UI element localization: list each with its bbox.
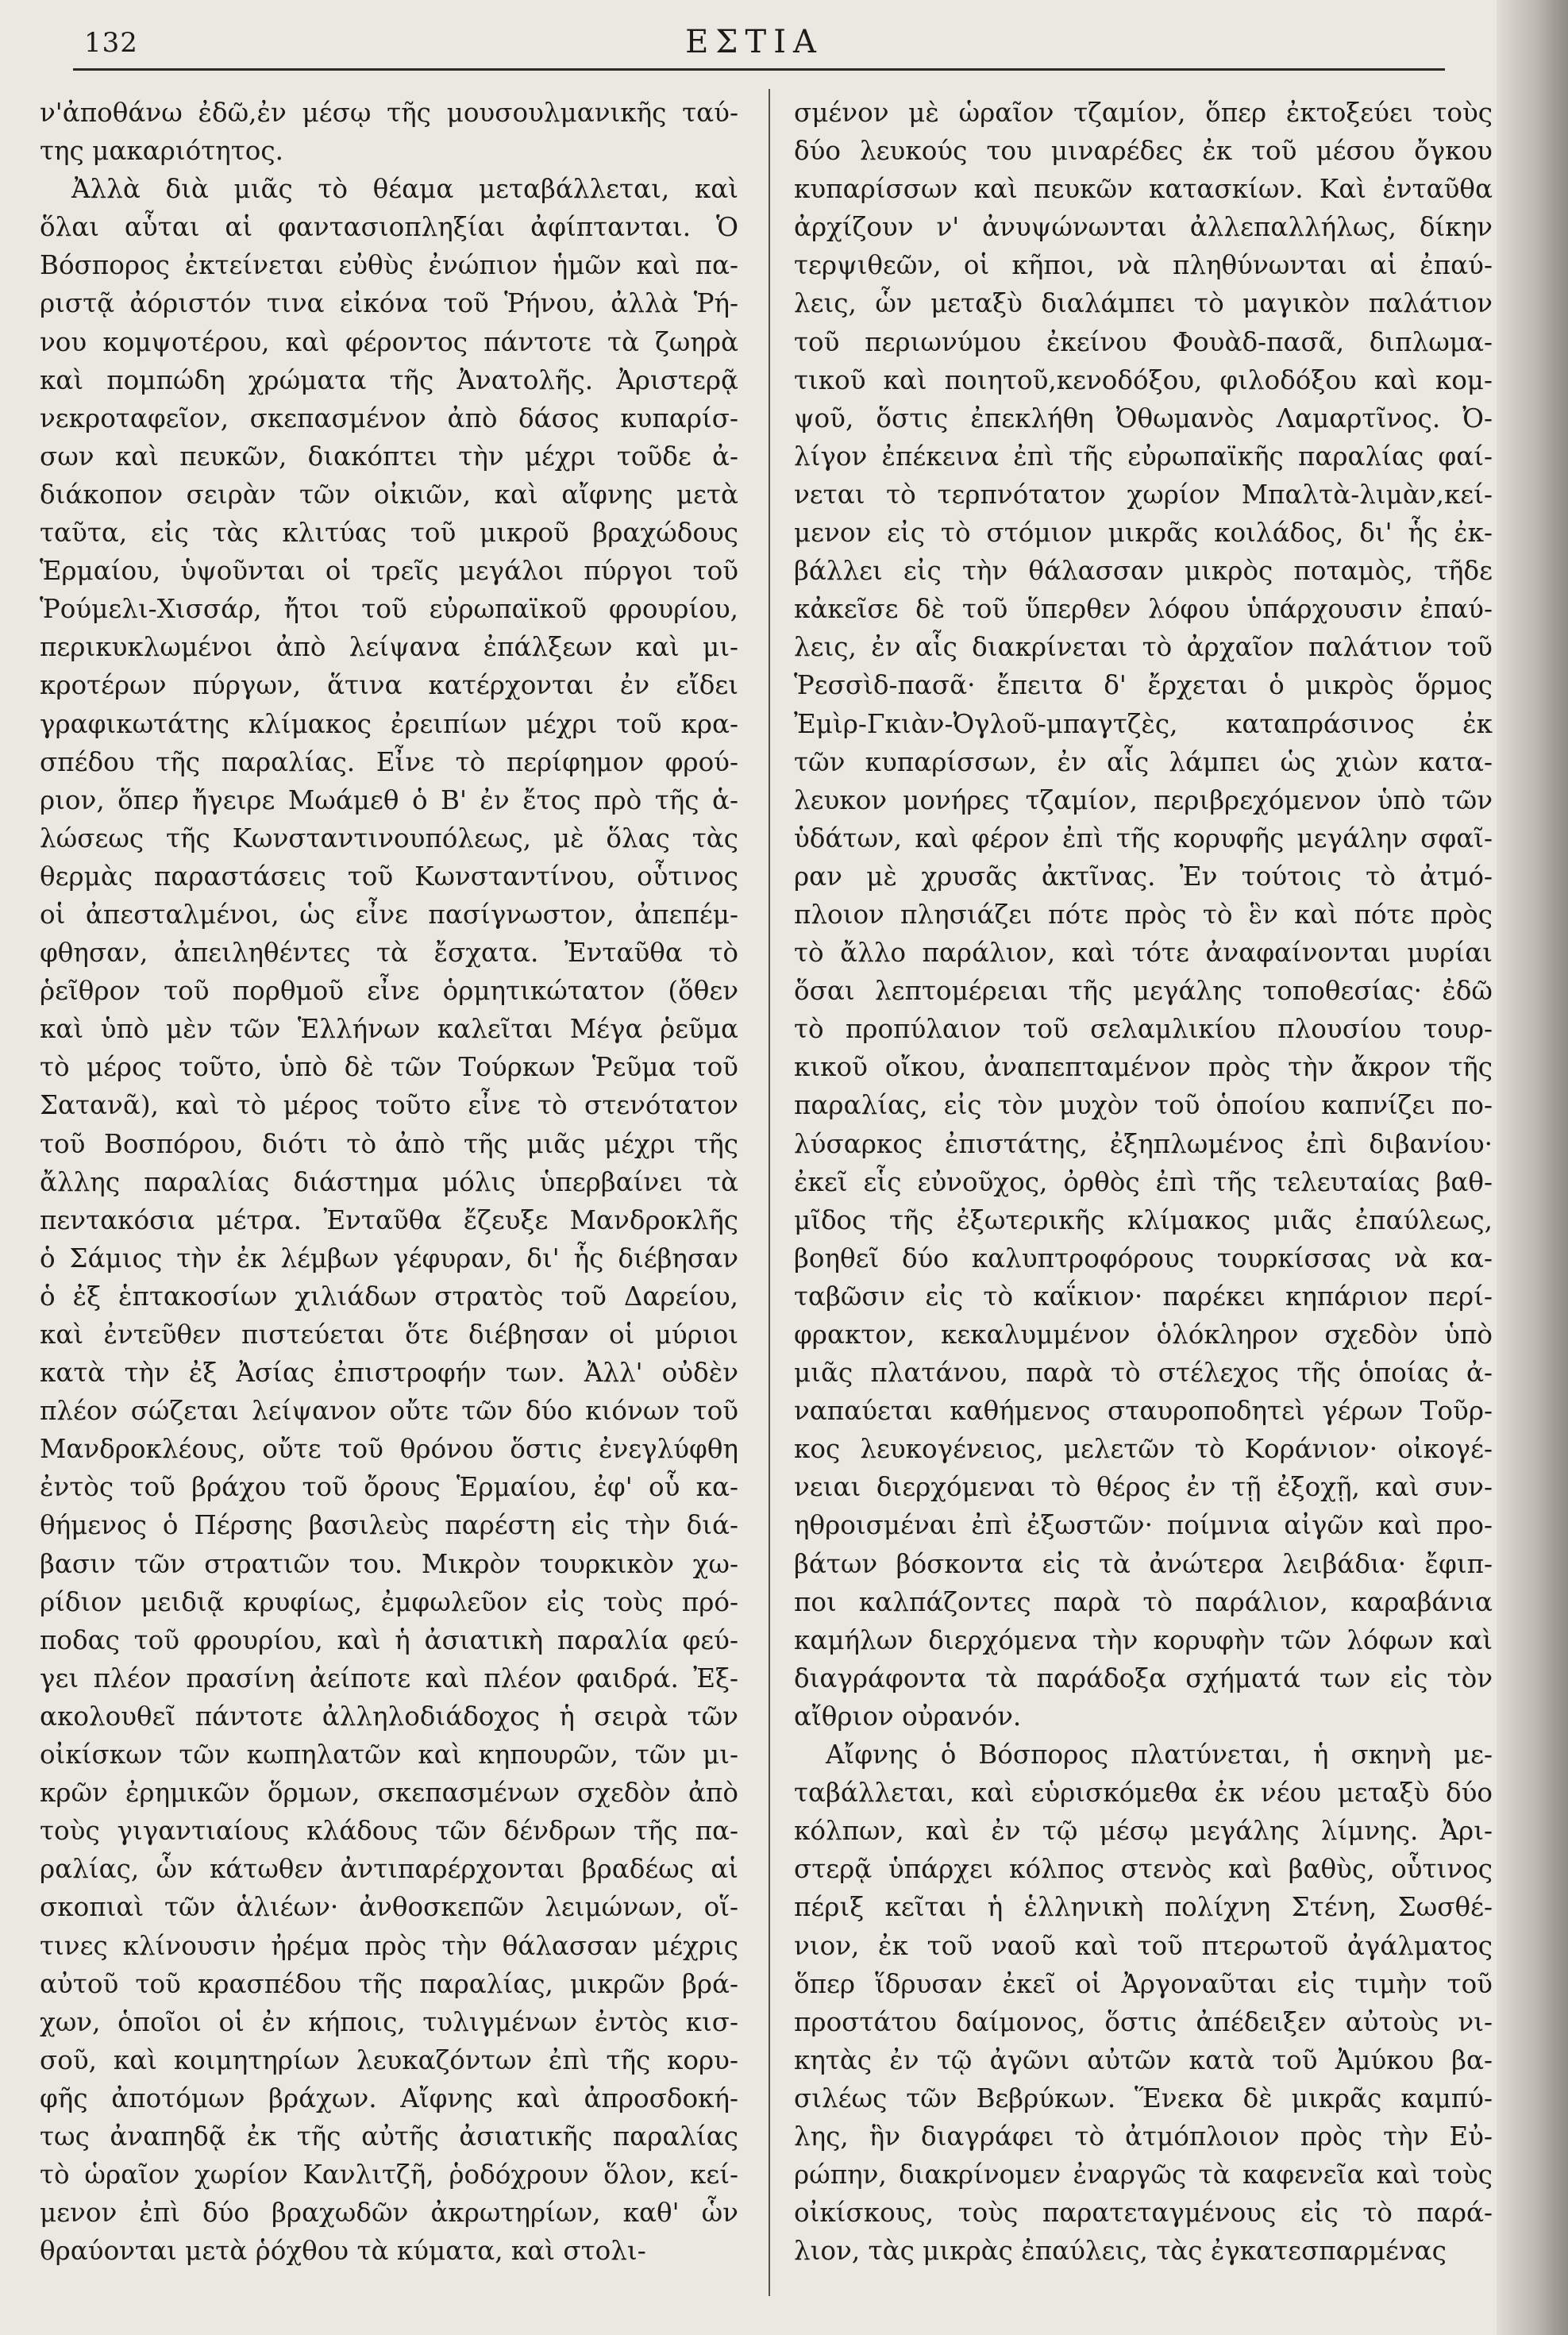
text-line: λίγον ἐπέκεινα ἐπὶ τῆς εὐρωπαϊκῆς παραλίας φαί- [794,441,1493,472]
text-line: λης, ἣν διαγράφει τὸ ἀτμόπλοιον πρὸς τὴν Εὐ- [794,2121,1493,2152]
text-line: ψοῦ, ὅστις ἐπεκλήθη Ὀθωμανὸς Λαμαρτῖνος. Ὀ- [794,403,1493,433]
text-line: βοηθεῖ δύο καλυπτροφόρους τουρκίσσας νὰ κα- [794,1243,1493,1273]
text-line: ὁ Σάμιος τὴν ἐκ λέμβων γέφυραν, δι' ἧς διέβησαν [40,1243,738,1273]
text-line: λεις, ἐν αἷς διακρίνεται τὸ ἀρχαῖον παλάτιον τοῦ [794,632,1493,663]
text-line: ὅσαι λεπτομέρειαι τῆς μεγάλης τοποθεσίας· ἐδῶ [794,976,1493,1007]
text-line: κος λευκογένειος, μελετῶν τὸ Κοράνιον· οἰκογέ- [794,1434,1493,1465]
text-line: θραύονται μετὰ ῥόχθου τὰ κύματα, καὶ στολι- [40,2236,646,2267]
text-line: γει πλέον πρασίνη ἀείποτε καὶ πλέον φαιδρά. Ἐξ- [40,1663,738,1693]
text-line: ὅλαι αὗται αἱ φαντασιοπληξίαι ἀφίπτανται. Ὁ [40,212,738,243]
text-line: ταῦτα, εἰς τὰς κλιτύας τοῦ μικροῦ βραχώδους [40,518,738,549]
text-line: φῆς ἀποτόμων βράχων. Αἴφνης καὶ ἀπροσδοκή- [40,2083,738,2113]
text-line: ὁ ἐξ ἑπτακοσίων χιλιάδων στρατὸς τοῦ Δαρείου, [40,1281,738,1312]
text-line: θερμὰς παραστάσεις τοῦ Κωνσταντίνου, οὗτινος [40,861,738,892]
text-line: πλοιον πλησιάζει πότε πρὸς τὸ ἓν καὶ πότε πρὸς [794,899,1493,930]
text-line: ἄλλης παραλίας διάστημα μόλις ὑπερβαίνει τὰ [40,1166,738,1197]
text-line: μενον εἰς τὸ στόμιον μικρᾶς κοιλάδος, δι' ἧς ἐκ- [794,518,1493,549]
text-line: τῶν κυπαρίσσων, ἐν αἷς λάμπει ὡς χιὼν κατα- [794,746,1493,777]
text-line: τικοῦ καὶ ποιητοῦ,κενοδόξου, φιλοδόξου καὶ κομ- [794,364,1493,395]
text-line: καὶ ἐντεῦθεν πιστεύεται ὅτε διέβησαν οἱ μύριοι [40,1320,738,1350]
text-line: προστάτου δαίμονος, ὅστις ἀπέδειξεν αὐτοὺς νι- [794,2006,1493,2037]
text-line: κατὰ τὴν ἐξ Ἀσίας ἐπιστροφήν των. Ἀλλ' οὐδὲν [40,1358,738,1389]
text-line: ακολουθεῖ πάντοτε ἀλληλοδιάδοχος ἡ σειρὰ τῶν [40,1701,738,1732]
text-line: κητὰς ἐν τῷ ἀγῶνι αὐτῶν κατὰ τοῦ Ἀμύκου βα- [794,2044,1493,2075]
text-line: μιᾶς πλατάνου, παρὰ τὸ στέλεχος τῆς ὁποίας ἀ- [794,1358,1493,1389]
text-line: χων, ὁποῖοι οἱ ἐν κήποις, τυλιγμένων ἐντὸς κισ- [40,2006,738,2037]
text-line: νου κομψοτέρου, καὶ φέροντος πάντοτε τὰ ζωηρὰ [40,326,738,357]
text-line: αἴθριον οὐρανόν. [794,1701,1022,1732]
text-line: ρίδιον μειδιᾷ κρυφίως, ἐμφωλεῦον εἰς τοὺς πρό- [40,1586,738,1617]
right-column [794,94,1493,2270]
text-line: ραλίας, ὧν κάτωθεν ἀντιπαρέρχονται βραδέως αἱ [40,1854,738,1885]
text-line: κρῶν ἐρημικῶν ὅρμων, σκεπασμένων σχεδὸν ἀπὸ [40,1778,738,1809]
text-line: νιον, ἐκ τοῦ ναοῦ καὶ τοῦ πτερωτοῦ ἀγάλματος [794,1930,1493,1961]
text-line: νεκροταφεῖον, σκεπασμένον ἀπὸ δάσος κυπαρίσ- [40,403,738,433]
text-line: λιον, τὰς μικρὰς ἐπαύλεις, τὰς ἐγκατεσπαρμένας [794,2236,1447,2267]
text-line: της μακαριότητος. [40,136,283,167]
text-line: τοὺς γιγαντιαίους κλάδους τῶν δένδρων τῆς πα- [40,1816,738,1847]
text-line: ποι καλπάζοντες παρὰ τὸ παράλιον, καραβάνια [794,1586,1493,1617]
text-line: βάλλει εἰς τὴν θάλασσαν μικρὸς ποταμὸς, τῆδε [794,556,1493,587]
text-line: ὑδάτων, καὶ φέρον ἐπὶ τῆς κορυφῆς μεγάλην σφαῖ- [794,823,1493,853]
text-line: μῖδος τῆς ἐξωτερικῆς κλίμακος μιᾶς ἐπαύλεως, [794,1204,1493,1235]
text-line: παραλίας, εἰς τὸν μυχὸν τοῦ ὁποίου καπνίζει πο- [794,1090,1493,1121]
text-line: σων καὶ πευκῶν, διακόπτει τὴν μέχρι τοῦδε ἀ- [40,441,738,472]
text-line: τὸ ἄλλο παράλιον, καὶ τότε ἀναφαίνονται μυρίαι [794,938,1493,969]
text-line: τὸ προπύλαιον τοῦ σελαμλικίου πλουσίου τουρ- [794,1014,1493,1045]
page-number: 132 [84,27,138,59]
text-line: γραφικωτάτης κλίμακος ἐρειπίων μέχρι τοῦ κρα- [40,708,738,739]
text-line: στερᾷ ὑπάρχει κόλπος στενὸς καὶ βαθὺς, οὗτινος [794,1854,1493,1885]
text-line: δύο λευκούς του μιναρέδες ἐκ τοῦ μέσου ὄγκου [794,136,1493,167]
text-line: σπέδου τῆς παραλίας. Εἶνε τὸ περίφημον φρού- [40,746,738,777]
text-line: Ἑρμαίου, ὑψοῦνται οἱ τρεῖς μεγάλοι πύργοι τοῦ [40,556,738,587]
text-line: ριστᾷ ἀόριστόν τινα εἰκόνα τοῦ Ῥήνου, ἀλλὰ Ῥή- [40,288,738,319]
text-line: σοῦ, καὶ κοιμητηρίων λευκαζόντων ἐπὶ τῆς κορυ- [40,2044,738,2075]
text-line: νεται τὸ τερπνότατον χωρίον Μπαλτὰ-λιμὰν,κεί- [794,479,1493,510]
text-line: κἀκεῖσε δὲ τοῦ ὕπερθεν λόφου ὑπάρχουσιν ἐπαύ- [794,594,1493,625]
text-line: Σατανᾶ), καὶ τὸ μέρος τοῦτο εἶνε τὸ στενότατον [40,1090,738,1121]
text-line: ἐντὸς τοῦ βράχου τοῦ ὄρους Ἑρμαίου, ἐφ' οὗ κα- [40,1472,738,1503]
text-line: οἱ ἀπεσταλμένοι, ὡς εἶνε πασίγνωστον, ἀπεπέμ- [40,899,738,930]
left-column [40,94,738,2270]
text-line: Ῥούμελι-Χισσάρ, ἤτοι τοῦ εὐρωπαϊκοῦ φρουρίου, [40,594,738,625]
text-line: τοῦ Βοσπόρου, διότι τὸ ἀπὸ τῆς μιᾶς μέχρι τῆς [40,1128,738,1159]
text-line: οἰκίσκων τῶν κωπηλατῶν καὶ κηπουρῶν, τῶν μι- [40,1740,738,1771]
page-edge-shadow [1497,0,1568,2335]
text-line: σιλέως τῶν Βεβρύκων. Ἕνεκα δὲ μικρᾶς καμπύ- [794,2083,1493,2113]
text-line: φθησαν, ἀπειληθέντες τὰ ἔσχατα. Ἐνταῦθα τὸ [40,938,738,969]
text-line: διαγράφοντα τὰ παράδοξα σχήματά των εἰς τὸν [794,1663,1493,1693]
text-line: μενον ἐπὶ δύο βραχωδῶν ἀκρωτηρίων, καθ' ὧν [40,2198,738,2229]
header-rule [73,68,1445,71]
text-line: Μανδροκλέους, οὔτε τοῦ θρόνου ὅστις ἐνεγλύφθη [40,1434,738,1465]
text-line: τὸ ὡραῖον χωρίον Κανλιτζῆ, ῥοδόχρουν ὅλον, κεί- [40,2160,738,2191]
text-line: ποδας τοῦ φρουρίου, καὶ ἡ ἀσιατικὴ παραλία φεύ- [40,1624,738,1655]
text-line: καὶ πομπώδη χρώματα τῆς Ἀνατολῆς. Ἀριστερᾷ [40,364,738,395]
journal-title: ΕΣΤΙΑ [685,24,823,60]
text-line: Ἀλλὰ διὰ μιᾶς τὸ θέαμα μεταβάλλεται, καὶ [71,174,738,205]
text-line: ρώπην, διακρίνομεν ἐναργῶς τὰ καφενεῖα καὶ τοὺς [794,2160,1493,2191]
text-line: ῥεῖθρον τοῦ πορθμοῦ εἶνε ὁρμητικώτατον (ὅθεν [40,976,738,1007]
text-line: ναπαύεται καθήμενος σταυροποδητεὶ γέρων Τοῦρ- [794,1396,1493,1427]
text-line: πέριξ κεῖται ἡ ἑλληνικὴ πολίχνη Στένη, Σωσθέ- [794,1892,1493,1923]
text-line: θήμενος ὁ Πέρσης βασιλεὺς παρέστη εἰς τὴν διά- [40,1510,738,1541]
text-line: Ἐμὶρ-Γκιὰν-Ὀγλοῦ-μπαγτζὲς, καταπράσινος ἐκ [794,708,1493,739]
text-line: πεντακόσια μέτρα. Ἐνταῦθα ἔζευξε Μανδροκλῆς [40,1204,738,1235]
text-line: πλέον σώζεται λείψανον οὔτε τῶν δύο κιόνων τοῦ [40,1396,738,1427]
text-line: βασιν τῶν στρατιῶν του. Μικρὸν τουρκικὸν χω- [40,1548,738,1579]
text-line: αὐτοῦ τοῦ κρασπέδου τῆς παραλίας, μικρῶν βρά- [40,1968,738,1999]
text-line: καμήλων διερχόμενα τὴν κορυφὴν τῶν λόφων καὶ [794,1624,1493,1655]
text-line: σκοπιαὶ τῶν ἁλιέων· ἀνθοσκεπῶν λειμώνων, οἵ- [40,1892,738,1923]
text-line: Βόσπορος ἐκτείνεται εὐθὺς ἐνώπιον ἡμῶν καὶ πα- [40,250,738,281]
text-line: βάτων βόσκοντα εἰς τὰ ἀνώτερα λειβάδια· ἔφιπ- [794,1548,1493,1579]
text-line: τὸ μέρος τοῦτο, ὑπὸ δὲ τῶν Τούρκων Ῥεῦμα τοῦ [40,1052,738,1083]
text-line: ριον, ὅπερ ἤγειρε Μωάμεθ ὁ Β' ἐν ἔτος πρὸ τῆς ἁ- [40,784,738,815]
text-line: κροτέρων πύργων, ἅτινα κατέρχονται ἐν εἴδει [40,670,738,701]
text-line: ραν μὲ χρυσᾶς ἀκτῖνας. Ἐν τούτοις τὸ ἀτμό- [794,861,1493,892]
text-line: λευκον μονήρες τζαμίον, περιβρεχόμενον ὑπὸ τῶν [794,784,1493,815]
text-line: τως ἀναπηδᾷ ἐκ τῆς αὐτῆς ἀσιατικῆς παραλίας [40,2121,738,2152]
text-line: λώσεως τῆς Κωνσταντινουπόλεως, μὲ ὅλας τὰς [40,823,738,853]
text-line: κικοῦ οἴκου, ἀναπεπταμένον πρὸς τὴν ἄκρον τῆς [794,1052,1493,1083]
column-divider [769,89,770,2296]
text-line: διάκοπον σειρὰν τῶν οἰκιῶν, καὶ αἴφνης μετὰ [40,479,738,510]
text-line: Αἴφνης ὁ Βόσπορος πλατύνεται, ἡ σκηνὴ με- [826,1740,1493,1771]
text-line: ν'ἀποθάνω ἐδῶ,ἐν μέσῳ τῆς μουσουλμανικῆς ταύ- [40,98,738,128]
text-line: σμένον μὲ ὡραῖον τζαμίον, ὅπερ ἐκτοξεύει τοὺς [794,98,1493,128]
text-line: λεις, ὧν μεταξὺ διαλάμπει τὸ μαγικὸν παλάτιον [794,288,1493,319]
text-line: κυπαρίσσων καὶ πευκῶν κατασκίων. Καὶ ἐνταῦθα [794,174,1493,205]
text-line: ηθροισμέναι ἐπὶ ἐξωστῶν· ποίμνια αἰγῶν καὶ προ- [794,1510,1493,1541]
text-line: τοῦ περιωνύμου ἐκείνου Φουὰδ-πασᾶ, διπλωμα- [794,326,1493,357]
text-line: Ῥεσσὶδ-πασᾶ· ἔπειτα δ' ἔρχεται ὁ μικρὸς ὅρμος [794,670,1493,701]
text-line: τερψιθεῶν, οἱ κῆποι, νὰ πληθύνωνται αἱ ἐπαύ- [794,250,1493,281]
text-line: κόλπων, καὶ ἐν τῷ μέσῳ μεγάλης λίμνης. Ἀρι- [794,1816,1493,1847]
text-line: οἰκίσκους, τοὺς παρατεταγμένους εἰς τὸ παρά- [794,2198,1493,2229]
text-line: ὅπερ ἵδρυσαν ἐκεῖ οἱ Ἀργοναῦται εἰς τιμὴν τοῦ [794,1968,1493,1999]
text-line: ἀρχίζουν ν' ἀνυψώνωνται ἀλλεπαλλήλως, δίκην [794,212,1493,243]
text-line: ταβάλλεται, καὶ εὑρισκόμεθα ἐκ νέου μεταξὺ δύο [794,1778,1493,1809]
text-line: τινες κλίνουσιν ἠρέμα πρὸς τὴν θάλασσαν μέχρις [40,1930,738,1961]
text-line: ταβῶσιν εἰς τὸ καΐκιον· παρέκει κηπάριον περί- [794,1281,1493,1312]
text-line: καὶ ὑπὸ μὲν τῶν Ἑλλήνων καλεῖται Μέγα ῥεῦμα [40,1014,738,1045]
text-line: περικυκλωμένοι ἀπὸ λείψανα ἐπάλξεων καὶ μι- [40,632,738,663]
text-line: φρακτον, κεκαλυμμένον ὁλόκληρον σχεδὸν ὑπὸ [794,1320,1493,1350]
text-line: ἐκεῖ εἷς εὐνοῦχος, ὀρθὸς ἐπὶ τῆς τελευταίας βαθ- [794,1166,1493,1197]
text-line: λύσαρκος ἐπιστάτης, ἐξηπλωμένος ἐπὶ διβανίου· [794,1128,1493,1159]
page-header [56,17,1453,68]
text-line: νειαι διερχόμεναι τὸ θέρος ἐν τῇ ἐξοχῇ, καὶ συν- [794,1472,1493,1503]
